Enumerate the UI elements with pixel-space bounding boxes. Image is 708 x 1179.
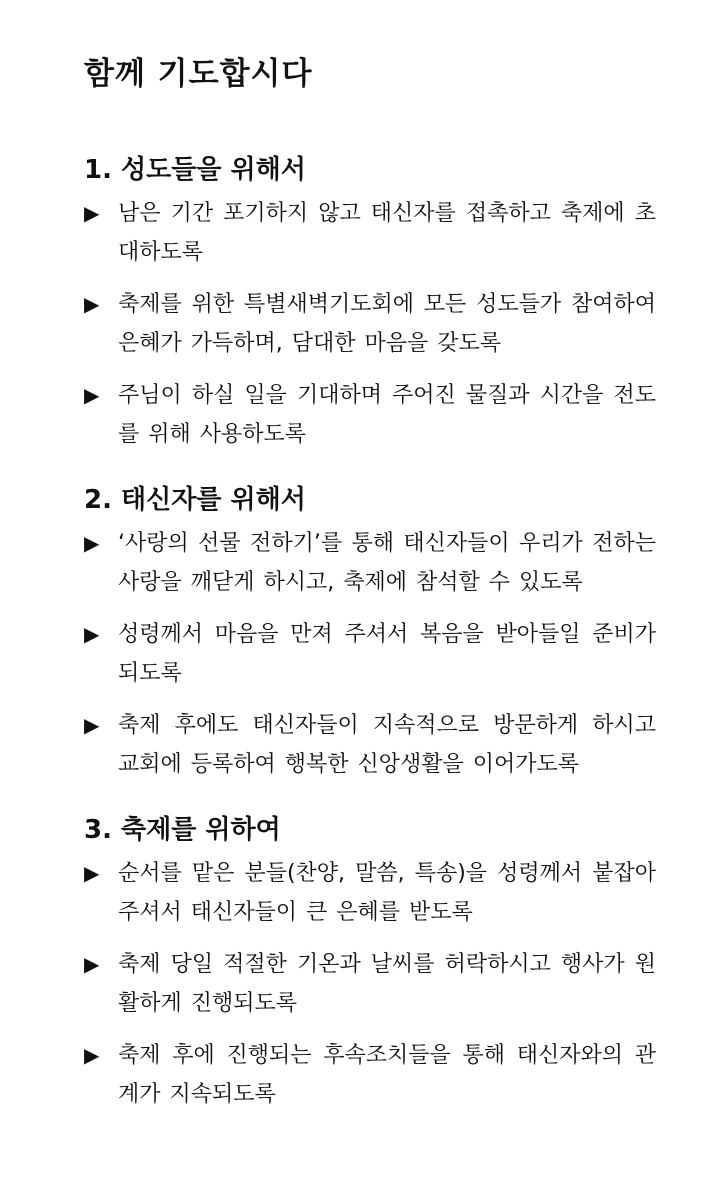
section-heading: 2. 태신자를 위해서 — [84, 485, 306, 515]
prayer-item-text: 축제 후에 진행되는 후속조치들을 통해 태신자와의 관계가 지속되도록 — [118, 1043, 656, 1107]
prayer-item-text: 주님이 하실 일을 기대하며 주어진 물질과 시간을 전도를 위해 사용하도록 — [118, 383, 656, 447]
prayer-item — [84, 706, 656, 784]
section-heading: 1. 성도들을 위해서 — [84, 155, 306, 185]
prayer-item — [84, 615, 656, 693]
triangle-bullet-icon: ▶ — [84, 1043, 100, 1067]
triangle-bullet-icon: ▶ — [84, 622, 100, 646]
triangle-bullet-icon: ▶ — [84, 861, 100, 885]
section-saints — [84, 150, 656, 454]
triangle-bullet-icon: ▶ — [84, 292, 100, 316]
prayer-item — [84, 285, 656, 363]
prayer-item-text: ‘사랑의 선물 전하기’를 통해 태신자들이 우리가 전하는 사랑을 깨닫게 하시고, 축제에 참석할 수 있도록 — [118, 531, 656, 595]
prayer-item-text: 축제 후에도 태신자들이 지속적으로 방문하게 하시고 교회에 등록하여 행복한 신앙생활을 이어가도록 — [118, 713, 656, 777]
triangle-bullet-icon: ▶ — [84, 952, 100, 976]
section-festival — [84, 810, 656, 1114]
triangle-bullet-icon: ▶ — [84, 713, 100, 737]
prayer-item — [84, 194, 656, 272]
prayer-item — [84, 1036, 656, 1114]
prayer-item-text: 축제를 위한 특별새벽기도회에 모든 성도들가 참여하여 은혜가 가득하며, 담대한 마음을 갖도록 — [118, 292, 656, 356]
page-title: 함께 기도합시다 — [84, 56, 313, 92]
prayer-item — [84, 945, 656, 1023]
prayer-item-text: 성령께서 마음을 만져 주셔서 복음을 받아들일 준비가 되도록 — [118, 622, 656, 686]
prayer-item-text: 축제 당일 적절한 기온과 날씨를 허락하시고 행사가 원활하게 진행되도록 — [118, 952, 656, 1016]
prayer-item-text: 남은 기간 포기하지 않고 태신자를 접촉하고 축제에 초대하도록 — [118, 201, 656, 265]
prayer-item — [84, 524, 656, 602]
prayer-item-text: 순서를 맡은 분들(찬양, 말씀, 특송)을 성령께서 붙잡아주셔서 태신자들이 큰 은혜를 받도록 — [118, 861, 656, 925]
section-heading: 3. 축제를 위하여 — [84, 815, 281, 845]
triangle-bullet-icon: ▶ — [84, 201, 100, 225]
triangle-bullet-icon: ▶ — [84, 383, 100, 407]
prayer-item — [84, 376, 656, 454]
section-unbelievers — [84, 480, 656, 784]
triangle-bullet-icon: ▶ — [84, 531, 100, 555]
prayer-item — [84, 854, 656, 932]
